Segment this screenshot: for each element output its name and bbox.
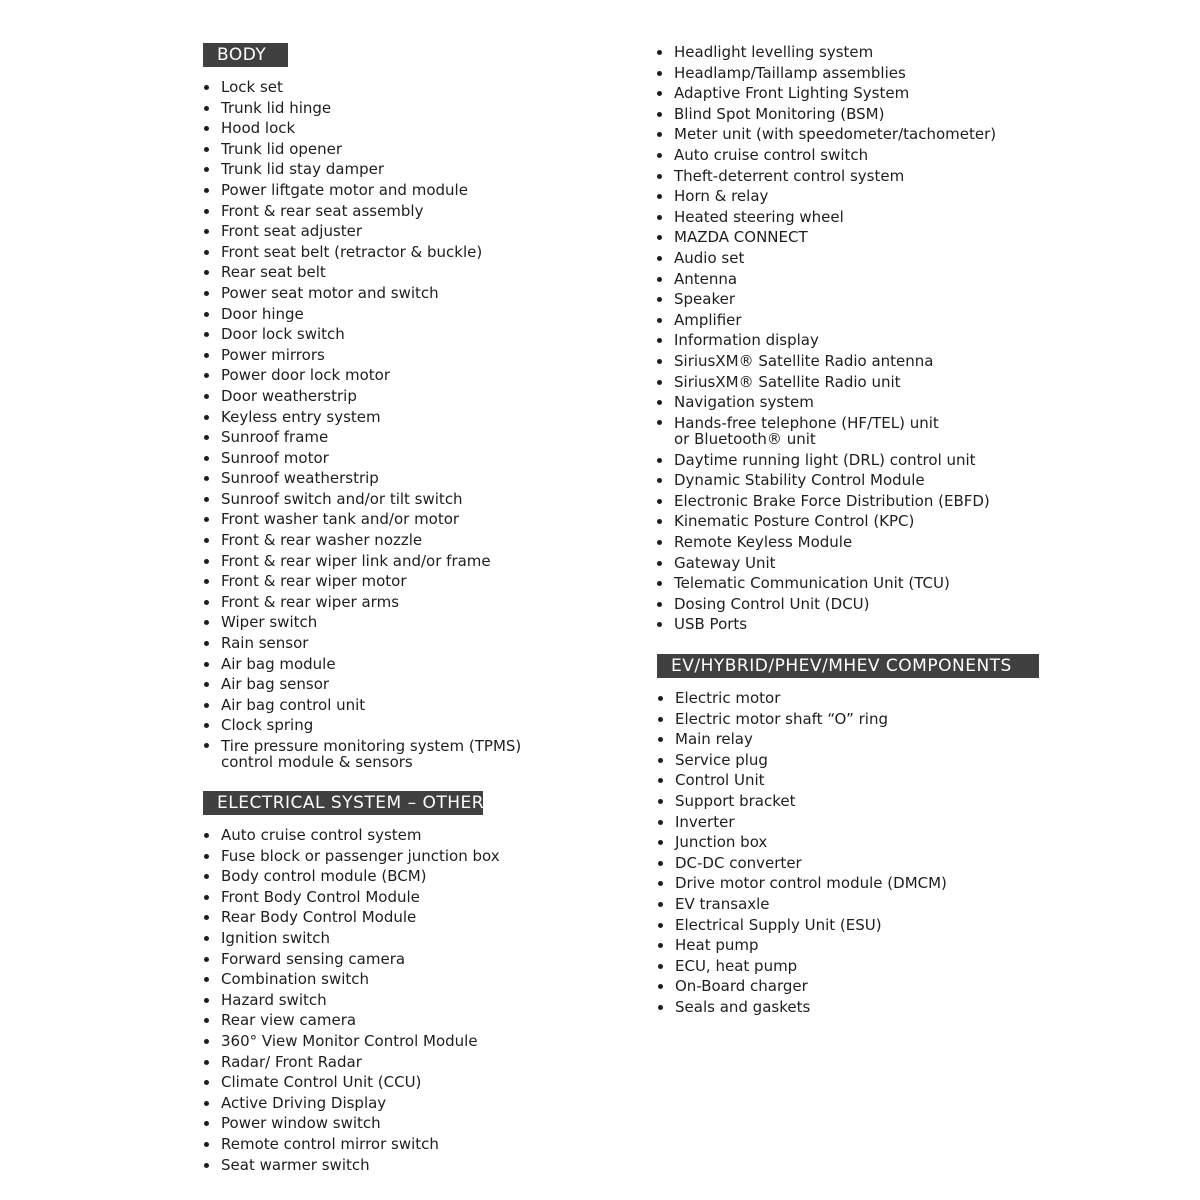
list-item: Door hinge: [204, 304, 521, 325]
list-item: Wiper switch: [204, 612, 521, 633]
list-item-tpms-line2: control module & sensors: [221, 753, 413, 771]
list-item: Remote Keyless Module: [657, 532, 996, 553]
list-item: Door lock switch: [204, 324, 521, 345]
list-item: Daytime running light (DRL) control unit: [657, 450, 996, 471]
list-item: Hood lock: [204, 118, 521, 139]
list-item: Climate Control Unit (CCU): [204, 1072, 500, 1093]
list-item: Clock spring: [204, 715, 521, 736]
list-item: Electrical Supply Unit (ESU): [658, 915, 947, 936]
list-item: USB Ports: [657, 614, 996, 635]
list-item: Inverter: [658, 812, 947, 833]
list-item: Auto cruise control system: [204, 825, 500, 846]
list-item: Rear Body Control Module: [204, 907, 500, 928]
list-item: Active Driving Display: [204, 1093, 500, 1114]
list-item: Control Unit: [658, 770, 947, 791]
section-header-electrical: ELECTRICAL SYSTEM – OTHER: [203, 791, 483, 815]
list-item: Trunk lid stay damper: [204, 159, 521, 180]
list-item: Auto cruise control switch: [657, 145, 996, 166]
list-item: Information display: [657, 330, 996, 351]
list-item: Rain sensor: [204, 633, 521, 654]
list-item: Fuse block or passenger junction box: [204, 846, 500, 867]
section-header-body: BODY: [203, 43, 288, 67]
list-item: Heated steering wheel: [657, 207, 996, 228]
list-item: Gateway Unit: [657, 553, 996, 574]
list-item: 360° View Monitor Control Module: [204, 1031, 500, 1052]
list-item: Lock set: [204, 77, 521, 98]
list-item: Telematic Communication Unit (TCU): [657, 573, 996, 594]
list-item: Power seat motor and switch: [204, 283, 521, 304]
list-item: ECU, heat pump: [658, 956, 947, 977]
list-item-tpms-line1: Tire pressure monitoring system (TPMS): [221, 737, 522, 755]
list-item-handsfree-line2: or Bluetooth® unit: [674, 429, 816, 448]
list-item: Rear seat belt: [204, 262, 521, 283]
list-item: Front Body Control Module: [204, 887, 500, 908]
electrical-item-list: [204, 825, 500, 1175]
list-item: Front & rear seat assembly: [204, 201, 521, 222]
list-item: On-Board charger: [658, 976, 947, 997]
list-item: Navigation system: [657, 392, 996, 413]
list-item: Front & rear wiper link and/or frame: [204, 551, 521, 572]
list-item: Ignition switch: [204, 928, 500, 949]
list-item: Support bracket: [658, 791, 947, 812]
list-item: Door weatherstrip: [204, 386, 521, 407]
list-item: Audio set: [657, 248, 996, 269]
list-item: Front & rear wiper motor: [204, 571, 521, 592]
list-item: Blind Spot Monitoring (BSM): [657, 104, 996, 125]
list-item: Electric motor shaft “O” ring: [658, 709, 947, 730]
list-item: Dynamic Stability Control Module: [657, 470, 996, 491]
list-item: Front seat adjuster: [204, 221, 521, 242]
list-item: Trunk lid hinge: [204, 98, 521, 119]
list-item: Keyless entry system: [204, 407, 521, 428]
list-item: Theft-deterrent control system: [657, 166, 996, 187]
list-item: Kinematic Posture Control (KPC): [657, 511, 996, 532]
list-item: Amplifier: [657, 310, 996, 331]
list-item-handsfree: [657, 413, 996, 450]
list-item: Front washer tank and/or motor: [204, 509, 521, 530]
list-item: Heat pump: [658, 935, 947, 956]
ev-item-list: [658, 688, 947, 1018]
list-item: Seat warmer switch: [204, 1155, 500, 1176]
body-item-list: [204, 77, 521, 773]
list-item: Power liftgate motor and module: [204, 180, 521, 201]
list-item: SiriusXM® Satellite Radio antenna: [657, 351, 996, 372]
list-item: Air bag module: [204, 654, 521, 675]
list-item: Power door lock motor: [204, 365, 521, 386]
list-item: Horn & relay: [657, 186, 996, 207]
list-item: Rear view camera: [204, 1010, 500, 1031]
list-item: Antenna: [657, 269, 996, 290]
list-item: Sunroof weatherstrip: [204, 468, 521, 489]
electrical-continued-list: [657, 42, 996, 635]
list-item: Combination switch: [204, 969, 500, 990]
list-item: Headlamp/Taillamp assemblies: [657, 63, 996, 84]
list-item: Electronic Brake Force Distribution (EBFD): [657, 491, 996, 512]
list-item: Headlight levelling system: [657, 42, 996, 63]
list-item: Trunk lid opener: [204, 139, 521, 160]
list-item: SiriusXM® Satellite Radio unit: [657, 372, 996, 393]
list-item: Seals and gaskets: [658, 997, 947, 1018]
list-item: Radar/ Front Radar: [204, 1052, 500, 1073]
list-item: Hazard switch: [204, 990, 500, 1011]
list-item: Power window switch: [204, 1113, 500, 1134]
list-item: Speaker: [657, 289, 996, 310]
list-item: Adaptive Front Lighting System: [657, 83, 996, 104]
list-item: Forward sensing camera: [204, 949, 500, 970]
list-item: Body control module (BCM): [204, 866, 500, 887]
list-item: Main relay: [658, 729, 947, 750]
list-item: Sunroof motor: [204, 448, 521, 469]
list-item: Sunroof frame: [204, 427, 521, 448]
list-item: MAZDA CONNECT: [657, 227, 996, 248]
list-item-handsfree-line1: Hands-free telephone (HF/TEL) unit: [674, 413, 939, 432]
list-item: Drive motor control module (DMCM): [658, 873, 947, 894]
list-item: Front & rear wiper arms: [204, 592, 521, 613]
list-item: Meter unit (with speedometer/tachometer): [657, 124, 996, 145]
list-item-tpms: [204, 736, 521, 773]
list-item: Front & rear washer nozzle: [204, 530, 521, 551]
list-item: Air bag sensor: [204, 674, 521, 695]
section-header-ev: EV/HYBRID/PHEV/MHEV COMPONENTS: [657, 654, 1039, 678]
list-item: Dosing Control Unit (DCU): [657, 594, 996, 615]
list-item: Front seat belt (retractor & buckle): [204, 242, 521, 263]
list-item: Air bag control unit: [204, 695, 521, 716]
list-item: Remote control mirror switch: [204, 1134, 500, 1155]
list-item: Service plug: [658, 750, 947, 771]
list-item: Sunroof switch and/or tilt switch: [204, 489, 521, 510]
list-item: Electric motor: [658, 688, 947, 709]
list-item: Power mirrors: [204, 345, 521, 366]
list-item: Junction box: [658, 832, 947, 853]
list-item: EV transaxle: [658, 894, 947, 915]
list-item: DC-DC converter: [658, 853, 947, 874]
